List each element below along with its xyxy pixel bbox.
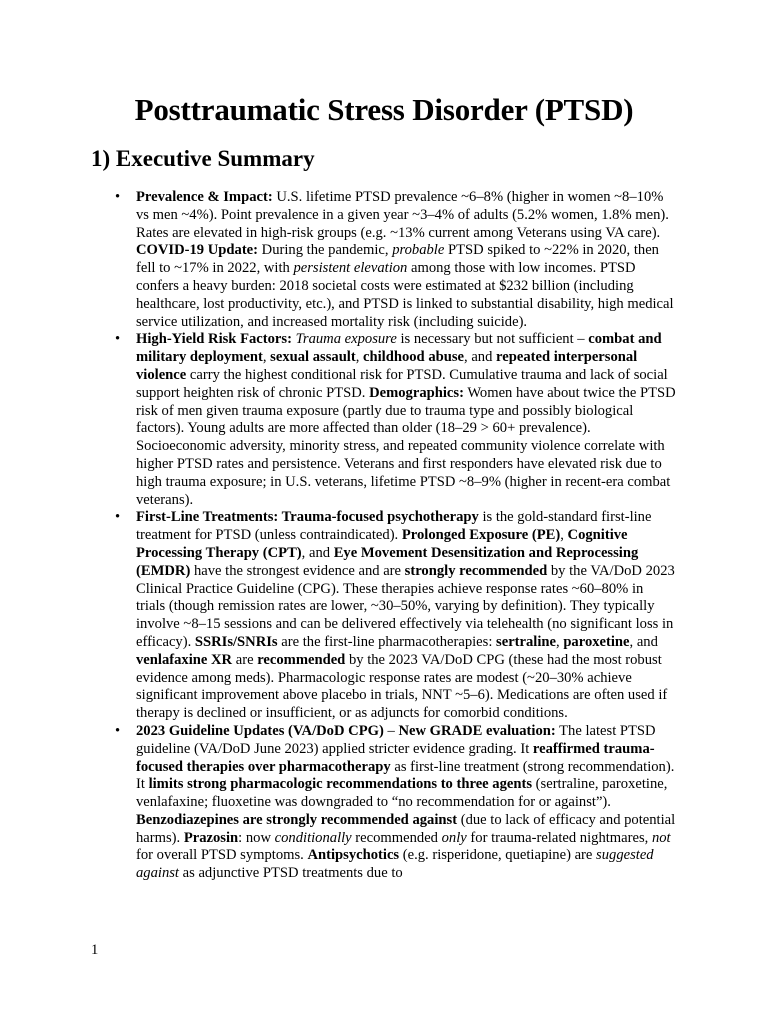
bold-text: childhood abuse bbox=[363, 349, 465, 366]
bold-text: limits strong pharmacologic recommendations to three agents bbox=[148, 776, 533, 793]
bold-text: 2023 Guideline Updates (VA/DoD CPG) bbox=[136, 722, 384, 739]
bold-text: New GRADE evaluation: bbox=[398, 722, 556, 739]
bold-text: Prevalence & Impact: bbox=[136, 189, 273, 205]
body-text: , bbox=[355, 349, 364, 366]
body-text: among those with low incomes. PTSD confers a heavy burden: 2018 societal costs were estimated at $232 billion (including healthcare, lost productivity, etc.), and PTSD is linked to substantial disability, high medical service utilization, and increased mortality risk (including suicide). bbox=[136, 260, 674, 330]
body-text: is the gold-standard first-line treatment for PTSD (unless contraindicated). bbox=[136, 509, 652, 544]
body-text: as first-line treatment (strong recommendation). It bbox=[136, 758, 675, 793]
bold-text: sexual assault bbox=[270, 349, 356, 366]
italic-text: only bbox=[441, 829, 467, 846]
italic-text: probable bbox=[392, 242, 445, 259]
body-text: are the first-line pharmacotherapies: bbox=[277, 633, 497, 650]
bold-text: Eye Movement Desensitization and Reprocessing (EMDR) bbox=[136, 544, 639, 579]
italic-text: not bbox=[651, 829, 671, 846]
body-text: Women have about twice the PTSD risk of men given trauma exposure (partly due to trauma type and possibly biological factors). Young adults are more affected than older (18–29 > 60+ prevalence). Socioeconomic adversity, minority stress, and repeated community violence correlate with higher PTSD rates and persistence. Veterans and first responders have elevated risk due to high trauma exposure; in U.S. veterans, lifetime PTSD ~8–9% (higher in recent-era combat veterans). bbox=[136, 384, 676, 508]
page-number: 1 bbox=[91, 942, 99, 958]
body-text: , bbox=[262, 349, 271, 366]
body-text: The latest PTSD guideline (VA/DoD June 2023) applied stricter evidence grading. It bbox=[136, 722, 656, 757]
bold-text: Benzodiazepines are strongly recommended against bbox=[136, 811, 458, 828]
body-text: , and bbox=[464, 349, 497, 366]
body-text: – bbox=[383, 722, 399, 739]
bold-text: First-Line Treatments: Trauma-focused psychotherapy bbox=[136, 509, 479, 526]
bold-text: repeated interpersonal violence bbox=[136, 349, 638, 383]
bullet-first-line-treatments bbox=[136, 509, 676, 723]
body-text: , bbox=[556, 633, 564, 650]
body-text: : now bbox=[238, 829, 275, 846]
bold-text: sertraline bbox=[496, 633, 557, 650]
bold-text: Prolonged Exposure (PE) bbox=[401, 527, 561, 544]
bold-text: strongly recommended bbox=[404, 562, 548, 579]
italic-text: Trauma exposure bbox=[295, 331, 397, 348]
bullet-guideline-updates bbox=[136, 723, 676, 883]
body-text: as adjunctive PTSD treatments due to bbox=[178, 865, 403, 882]
italic-text: suggested against bbox=[136, 847, 654, 882]
italic-text: persistent elevation bbox=[293, 260, 408, 277]
bold-text: Demographics: bbox=[369, 384, 464, 401]
summary-bullet-list bbox=[136, 189, 676, 883]
body-text: recommended bbox=[351, 829, 442, 846]
body-text: are bbox=[232, 651, 258, 668]
document-title: Posttraumatic Stress Disorder (PTSD) bbox=[134, 92, 634, 127]
bold-text: Antipsychotics bbox=[307, 847, 400, 864]
bullet-prevalence-impact bbox=[136, 189, 676, 331]
bold-text: COVID-19 Update: bbox=[136, 242, 259, 259]
body-text: by the VA/DoD 2023 Clinical Practice Guideline (CPG). These therapies achieve response rates ~60–80% in trials (though remission rates are lower, ~30–50%, varying by definition). They typically involve ~8–15 sessions and can be delivered effectively via telehealth (no significant loss in efficacy). bbox=[136, 562, 675, 650]
body-text: is necessary but not sufficient – bbox=[396, 331, 589, 348]
bold-text: High-Yield Risk Factors: bbox=[136, 331, 292, 348]
body-text: carry the highest conditional risk for PTSD. Cumulative trauma and lack of social support heighten risk of chronic PTSD. bbox=[136, 366, 668, 401]
body-text: by the 2023 VA/DoD CPG (these had the most robust evidence among meds). Pharmacologic response rates are modest (~20–30% achieve significant improvement above placebo in trials, NNT ~5–6). Medications are often used if therapy is declined or insufficient, or as adjuncts for comorbid conditions. bbox=[136, 651, 668, 722]
body-text: , and bbox=[629, 633, 658, 650]
body-text: for trauma-related nightmares, bbox=[466, 829, 652, 846]
body-text: , and bbox=[301, 544, 334, 561]
bold-text: recommended bbox=[257, 651, 346, 668]
bold-text: reaffirmed trauma-focused therapies over pharmacotherapy bbox=[136, 740, 655, 775]
body-text: have the strongest evidence and are bbox=[190, 562, 405, 579]
body-text: (sertraline, paroxetine, venlafaxine; fluoxetine was downgraded to “no recommendation for or against”). bbox=[136, 776, 668, 811]
bold-text: SSRIs/SNRIs bbox=[194, 633, 278, 650]
bold-text: venlafaxine XR bbox=[136, 651, 233, 668]
section-heading: 1) Executive Summary bbox=[91, 146, 315, 171]
body-text: for overall PTSD symptoms. bbox=[136, 847, 308, 864]
body-text: (due to lack of efficacy and potential harms). bbox=[136, 811, 676, 846]
bold-text: Prazosin bbox=[183, 829, 239, 846]
body-text: (e.g. risperidone, quetiapine) are bbox=[399, 847, 597, 864]
body-text: , bbox=[560, 527, 568, 544]
italic-text: conditionally bbox=[274, 829, 352, 846]
body-text: U.S. lifetime PTSD prevalence ~6–8% (higher in women ~8–10% vs men ~4%). Point prevalence in a given year ~3–4% of adults (5.2% women, 1.8% men). Rates are elevated in high-risk groups (e.g. ~13% current among Veterans using VA care). bbox=[136, 189, 669, 241]
bullet-risk-factors bbox=[136, 331, 676, 509]
body-text: PTSD spiked to ~22% in 2020, then fell to ~17% in 2022, with bbox=[136, 242, 659, 277]
body-text: During the pandemic, bbox=[258, 242, 393, 259]
bold-text: Cognitive Processing Therapy (CPT) bbox=[136, 527, 628, 561]
bold-text: paroxetine bbox=[563, 633, 630, 650]
bold-text: combat and military deployment bbox=[136, 331, 662, 366]
